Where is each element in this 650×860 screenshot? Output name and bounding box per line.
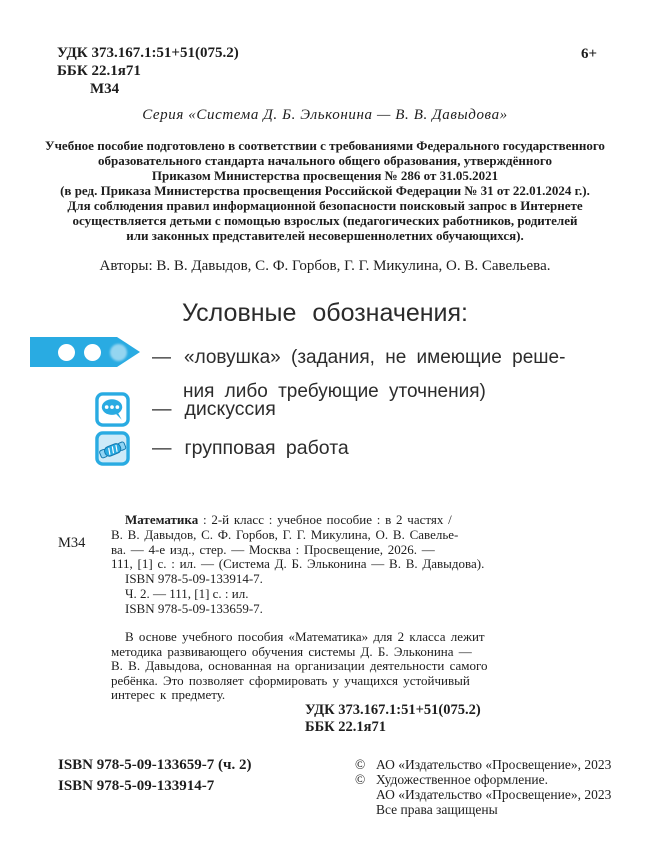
age-rating-badge: 6+	[580, 46, 597, 62]
bbk-code: ББК 22.1я71	[57, 63, 141, 79]
trap-label-line2: ния либо требующие уточнения)	[183, 381, 486, 402]
annotation	[111, 630, 503, 703]
isbn-part2: ISBN 978-5-09-133659-7.	[125, 600, 263, 616]
classification-codes	[57, 44, 239, 98]
discussion-icon	[95, 392, 130, 427]
card-line-1: Математика : 2-й класс : учебное пособие : в 2 частях /	[125, 512, 452, 527]
trap-dot-faded	[110, 344, 127, 361]
annotation-line: В. В. Давыдова, основанная на организации деятельности самого	[111, 658, 488, 674]
copyright-line: АО «Издательство «Просвещение», 2023	[376, 757, 612, 772]
footer-isbn-1: ISBN 978-5-09-133659-7 (ч. 2)	[58, 757, 252, 773]
group-work-label: групповая работа	[184, 437, 349, 459]
trap-icon	[30, 337, 140, 367]
copyright-line: АО «Издательство «Просвещение», 2023	[376, 787, 612, 802]
card-line-3: ва. — 4-е изд., стер. — Москва : Просвещение, 2026. —	[111, 541, 435, 557]
copyright-block	[355, 757, 611, 817]
catalog-card	[111, 513, 503, 617]
copyright-line: Художественное оформление.	[376, 772, 549, 787]
notice-line: или законных представителей несовершеннолетних обучающихся).	[126, 228, 524, 243]
notice-line: образовательного стандарта начального общего образования, утверждённого	[98, 153, 552, 168]
part-line: Ч. 2. — 111, [1] с. : ил.	[125, 585, 249, 601]
card-line-4: 111, [1] с. : ил. — (Система Д. Б. Эльконина — В. В. Давыдова).	[111, 556, 485, 572]
trap-label-line1: — «ловушка» (задания, не имеющие реше-	[152, 347, 566, 368]
copyright-icon: ©	[355, 757, 366, 772]
notice-line: Учебное пособие подготовлено в соответствии с требованиями Федерального государственного	[45, 138, 605, 153]
notice-line: осуществляется детьми с помощью взрослых (педагогических работников, родителей	[72, 213, 578, 228]
discussion-label: дискуссия	[184, 398, 276, 420]
annotation-line: В основе учебного пособия «Математика» для 2 класса лежит	[125, 629, 485, 644]
card-line-2: В. В. Давыдов, С. Ф. Горбов, Г. Г. Микулина, О. В. Савелье-	[111, 526, 459, 542]
book-title: Математика	[125, 512, 199, 527]
notice-line: (в ред. Приказа Министерства просвещения Российской Федерации № 31 от 22.01.2024 г.).	[60, 183, 590, 198]
legend-dash: —	[152, 398, 172, 420]
footer-isbn-2: ISBN 978-5-09-133914-7	[58, 778, 215, 794]
isbn-part1: ISBN 978-5-09-133914-7.	[125, 571, 263, 587]
author-sign-code: М34	[90, 81, 120, 97]
legend-title: Условные обозначения:	[181, 299, 469, 327]
footer-isbn-block	[58, 755, 251, 797]
copyright-spacer	[355, 787, 376, 802]
udk-code: УДК 373.167.1:51+51(075.2)	[57, 45, 239, 61]
legend-dash: —	[152, 347, 171, 368]
group-work-legend-item	[152, 431, 349, 466]
legend-dash: —	[152, 437, 172, 459]
annotation-line: методика развивающего обучения системы Д. Б. Эльконина —	[111, 643, 472, 659]
udk-code-bottom: УДК 373.167.1:51+51(075.2)	[305, 702, 481, 718]
series-line: Серия «Система Д. Б. Эльконина — В. В. Давыдова»	[142, 107, 508, 123]
authors-line: Авторы: В. В. Давыдов, С. Ф. Горбов, Г. Г. Микулина, О. В. Савельева.	[99, 258, 551, 274]
safety-notice	[0, 198, 650, 243]
annotation-line: интерес к предмету.	[111, 687, 226, 703]
margin-author-sign: М34	[58, 535, 86, 551]
annotation-line: ребёнка. Это позволяет сформировать у учащихся устойчивый	[111, 672, 470, 688]
copyright-icon: ©	[355, 772, 366, 787]
bottom-classification-codes	[305, 702, 481, 735]
notice-line: Для соблюдения правил информационной безопасности поисковый запрос в Интернете	[67, 198, 583, 213]
discussion-legend-item	[152, 392, 276, 427]
trap-dot	[84, 344, 101, 361]
bbk-code-bottom: ББК 22.1я71	[305, 718, 387, 735]
card-isbn-group	[111, 572, 503, 616]
copyright-line: Все права защищены	[376, 802, 498, 817]
notice-line: Приказом Министерства просвещения № 286 от 31.05.2021	[151, 168, 499, 183]
copyright-spacer	[355, 802, 376, 817]
trap-dot	[58, 344, 75, 361]
handshake-icon	[95, 431, 130, 466]
standard-notice	[0, 138, 650, 198]
